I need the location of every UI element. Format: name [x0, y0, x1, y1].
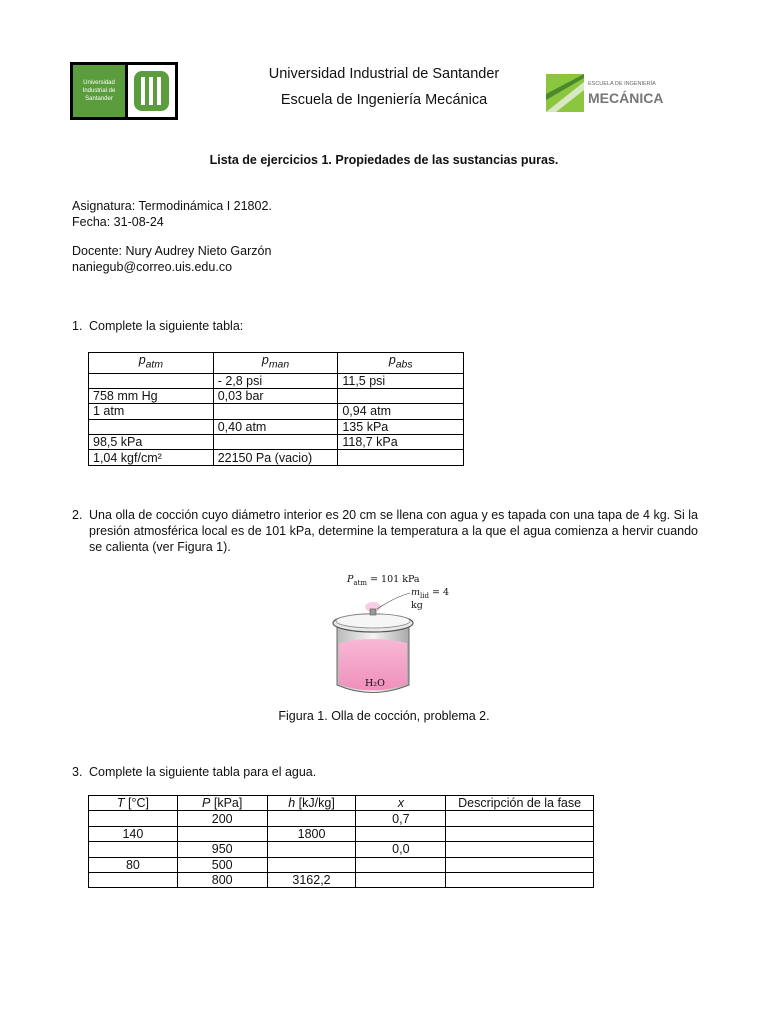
table-cell: 0,94 atm	[338, 404, 464, 419]
table-row	[89, 826, 594, 841]
question-1-text: Complete la siguiente tabla:	[89, 319, 244, 333]
question-3-text: Complete la siguiente tabla para el agua.	[89, 765, 317, 779]
table-row	[89, 435, 464, 450]
table-cell	[446, 811, 594, 826]
table-cell	[338, 450, 464, 465]
question-1-number: 1.	[72, 319, 83, 333]
table-cell: 200	[177, 811, 267, 826]
table-row	[89, 872, 594, 887]
table-cell	[89, 419, 214, 434]
table-cell	[267, 857, 356, 872]
email-line: naniegub@correo.uis.edu.co	[72, 260, 233, 274]
table-cell: 0,7	[356, 811, 446, 826]
table-row	[89, 419, 464, 434]
table-cell: 0,03 bar	[213, 388, 338, 403]
table-cell: 1,04 kgf/cm²	[89, 450, 214, 465]
table-cell: 1800	[267, 826, 356, 841]
mecanica-logo	[546, 72, 664, 116]
table-cell	[89, 842, 178, 857]
uis-logo-text: Universidad Industrial de Santander	[73, 65, 125, 117]
table-cell	[446, 857, 594, 872]
subject-line: Asignatura: Termodinámica I 21802.	[72, 199, 272, 213]
question-1	[72, 318, 698, 334]
table-cell: - 2,8 psi	[213, 373, 338, 388]
figure-caption: Figura 1. Olla de cocción, problema 2.	[278, 709, 490, 723]
header-enthalpy: h [kJ/kg]	[267, 796, 356, 811]
table-cell: 500	[177, 857, 267, 872]
table-cell: 758 mm Hg	[89, 388, 214, 403]
header-pressure: P [kPa]	[177, 796, 267, 811]
figure-patm-label: $P_{atm} = 101$ kPa	[347, 574, 420, 587]
date-line: Fecha: 31-08-24	[72, 215, 164, 229]
table-cell: 0,0	[356, 842, 446, 857]
header-patm: $p_{atm}$	[89, 353, 214, 374]
table-row	[89, 404, 464, 419]
table-cell	[356, 872, 446, 887]
table-cell	[213, 435, 338, 450]
table-row	[89, 857, 594, 872]
table-cell	[213, 404, 338, 419]
figure-mlid-label: $m_{lid} = 4$ kg	[411, 587, 450, 611]
table-cell	[446, 826, 594, 841]
table-cell: 1 atm	[89, 404, 214, 419]
table-row	[89, 450, 464, 465]
table-row	[89, 811, 594, 826]
water-table	[88, 795, 594, 888]
table-cell: 800	[177, 872, 267, 887]
water-table-header	[89, 796, 594, 811]
pressure-table-header	[89, 353, 464, 374]
table-cell: 22150 Pa (vacio)	[213, 450, 338, 465]
table-cell	[267, 842, 356, 857]
document-title: Lista de ejercicios 1. Propiedades de las sustancias puras.	[209, 153, 559, 167]
table-cell: 80	[89, 857, 178, 872]
school-name: Escuela de Ingeniería Mecánica	[280, 92, 488, 108]
table-cell	[446, 872, 594, 887]
question-2-number: 2.	[72, 508, 83, 522]
table-row	[89, 388, 464, 403]
table-cell	[356, 857, 446, 872]
header-quality: x	[356, 796, 446, 811]
table-cell: 135 kPa	[338, 419, 464, 434]
table-cell: 140	[89, 826, 178, 841]
mecanica-logo-small: ESCUELA DE INGENIERÍA	[588, 81, 656, 87]
header-phase: Descripción de la fase	[446, 796, 594, 811]
table-cell	[177, 826, 267, 841]
teacher-line: Docente: Nury Audrey Nieto Garzón	[72, 244, 272, 258]
table-cell: 3162,2	[267, 872, 356, 887]
table-cell: 950	[177, 842, 267, 857]
pot-figure	[325, 565, 460, 700]
table-cell: 98,5 kPa	[89, 435, 214, 450]
university-name: Universidad Industrial de Santander	[268, 66, 500, 82]
table-cell: 0,40 atm	[213, 419, 338, 434]
table-cell	[267, 811, 356, 826]
table-cell	[338, 388, 464, 403]
table-cell: 118,7 kPa	[338, 435, 464, 450]
table-row	[89, 373, 464, 388]
mecanica-logo-big: MECÁNICA	[588, 90, 664, 106]
table-row	[89, 842, 594, 857]
header-pman: $p_{man}$	[213, 353, 338, 374]
table-cell	[89, 373, 214, 388]
header-temperature: T [°C]	[89, 796, 178, 811]
table-cell	[356, 826, 446, 841]
table-cell: 11,5 psi	[338, 373, 464, 388]
question-3	[72, 764, 698, 780]
question-3-number: 3.	[72, 765, 83, 779]
question-2	[72, 507, 698, 555]
header-pabs: $p_{abs}$	[338, 353, 464, 374]
table-cell	[89, 872, 178, 887]
question-2-text: Una olla de cocción cuyo diámetro interior es 20 cm se llena con agua y es tapada con una tapa de 4 kg. Si la presión atmosférica local es de 101 kPa, determine la temperatura a la que el agua comienza a hervir cuando se calienta (ver Figura 1).	[89, 508, 698, 554]
figure-h2o-label: H₂O	[365, 678, 385, 689]
table-cell	[89, 811, 178, 826]
pressure-table	[88, 352, 464, 466]
table-cell	[446, 842, 594, 857]
